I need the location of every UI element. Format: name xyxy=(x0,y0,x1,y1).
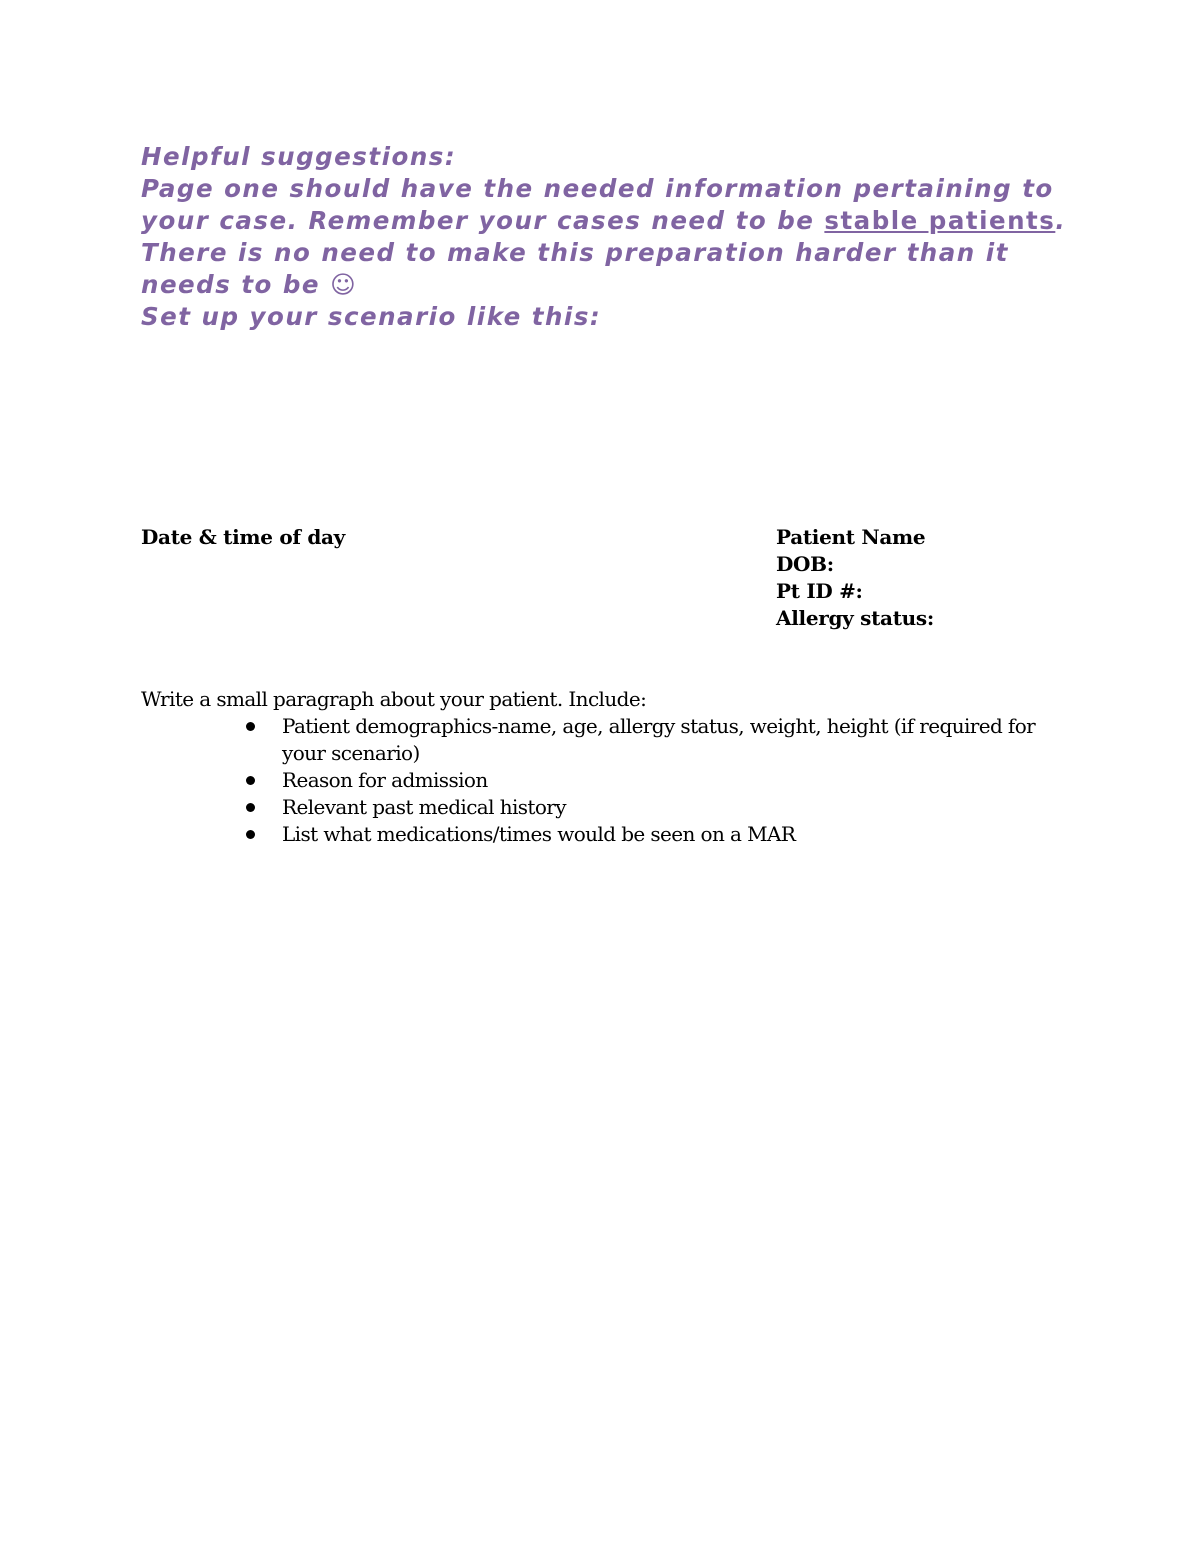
date-time-label: Date & time of day xyxy=(141,525,346,549)
suggestions-heading: Helpful suggestions: xyxy=(141,142,457,171)
bullet-icon xyxy=(246,722,255,731)
helpful-suggestions xyxy=(141,141,1081,333)
suggestions-setup: Set up your scenario like this: xyxy=(141,302,602,331)
bullet-icon xyxy=(246,803,255,812)
list-item-text: List what medications/times would be seen on a MAR xyxy=(282,822,796,846)
list-item xyxy=(282,821,1041,848)
list-item xyxy=(282,767,1041,794)
instructions-intro: Write a small paragraph about your patient. Include: xyxy=(141,687,647,711)
suggestions-text xyxy=(141,173,1081,301)
list-item-text: Relevant past medical history xyxy=(282,795,566,819)
patient-name-label: Patient Name xyxy=(776,525,926,549)
list-item-text: Patient demographics-name, age, allergy status, weight, height (if required for your scenario) xyxy=(282,714,1036,765)
pt-id-label: Pt ID #: xyxy=(776,579,863,603)
patient-info-block xyxy=(776,524,934,632)
patient-paragraph-instructions xyxy=(141,686,1041,848)
bullet-icon xyxy=(246,776,255,785)
suggestions-text-post: . There is no need to make this preparation harder than it needs to be ☺ xyxy=(141,206,1067,299)
allergy-status-label: Allergy status: xyxy=(776,606,934,630)
dob-label: DOB: xyxy=(776,552,834,576)
bullet-icon xyxy=(246,830,255,839)
list-item xyxy=(282,794,1041,821)
suggestions-text-pre: Page one should have the needed information pertaining to your case. Remember your cases need to be xyxy=(141,174,1054,235)
list-item xyxy=(282,713,1041,767)
list-item-text: Reason for admission xyxy=(282,768,488,792)
stable-patients-underlined: stable patients xyxy=(824,206,1056,235)
instructions-list xyxy=(141,713,1041,848)
